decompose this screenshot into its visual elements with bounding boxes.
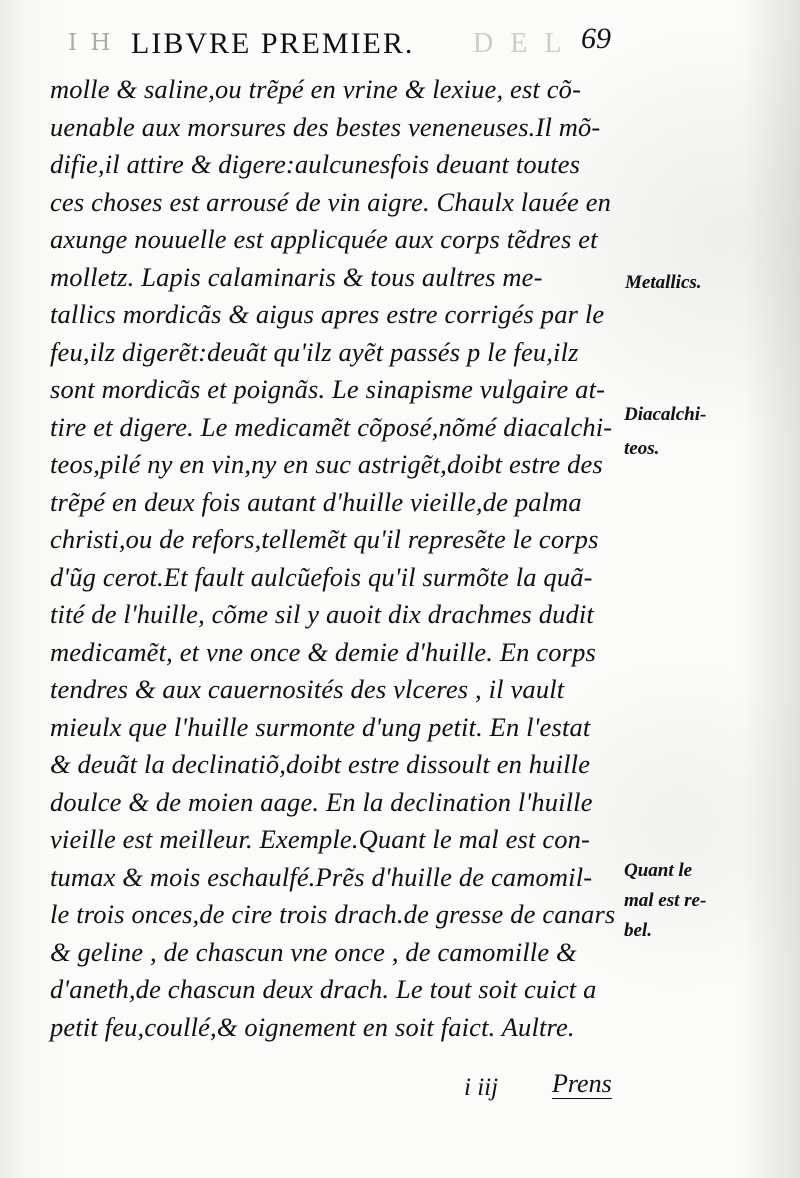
text-line: d'aneth,de chascun deux drach. Le tout soit cuict a [50, 974, 597, 1004]
signature-mark: i iij [464, 1074, 499, 1101]
text-line: le trois onces,de cire trois drach.de gresse de canars [50, 899, 616, 929]
main-text [50, 71, 625, 1046]
text-line: feu,ilz digerẽt:deuãt qu'ilz ayẽt passés p le feu,ilz [50, 336, 579, 367]
right-page-shadow [746, 0, 800, 1178]
text-line: sont mordicãs et poignãs. Le sinapisme vulgaire at- [50, 374, 606, 404]
text-line: axunge nouuelle est applicquée aux corps tẽdres et [50, 224, 598, 254]
text-line: doulce & de moien aage. En la declination l'huille [50, 786, 593, 817]
left-page-shadow [0, 0, 26, 1178]
text-line: trẽpé en deux fois autant d'huille vieille,de palma [50, 486, 582, 517]
page-title: LIBVRE PREMIER. [131, 27, 415, 60]
page-footer [464, 1070, 624, 1106]
header-ghost-left: I H [68, 30, 114, 56]
running-header [68, 20, 638, 62]
text-line: tendres & aux cauernosités des vlceres , il vault [50, 674, 565, 704]
text-line: d'ũg cerot.Et fault aulcũefois qu'il surmõte la quã- [50, 561, 593, 592]
text-line: difie,il attire & digere:aulcunesfois deuant toutes [50, 149, 581, 179]
margin-note-diacalchiteos-line-2: teos. [624, 438, 660, 459]
text-line: medicamẽt, et vne once & demie d'huille. En corps [50, 636, 597, 667]
page-number: 69 [581, 22, 611, 55]
catchword: Prens [552, 1069, 612, 1098]
text-line: tallics mordicãs & aigus apres estre corrigés par le [50, 299, 605, 329]
text-line: & geline , de chascun vne once , de camomille & [50, 936, 577, 967]
margin-note-quant-line-1: Quant le [624, 860, 693, 881]
text-line: molletz. Lapis calaminaris & tous aultres me- [50, 261, 543, 292]
text-line: tité de l'huille, cõme sil y auoit dix drachmes dudit [50, 599, 594, 629]
text-line: petit feu,coullé,& oignement en soit faict. Aultre. [50, 1011, 575, 1042]
margin-note-diacalchiteos-line-1: Diacalchi- [624, 404, 707, 425]
text-line: uenable aux morsures des bestes veneneuses.Il mõ- [50, 111, 601, 142]
margin-note-metallics: Metallics. [625, 272, 702, 293]
margin-note-quant-line-2: mal est re- [624, 890, 707, 911]
header-ghost-right: D E L [473, 28, 567, 59]
text-line: teos,pilé ny en vin,ny en suc astrigẽt,doibt estre des [50, 449, 603, 479]
text-line: molle & saline,ou trẽpé en vrine & lexiue, est cõ- [50, 74, 582, 104]
text-line: ces choses est arrousé de vin aigre. Chaulx lauée en [50, 186, 612, 217]
text-line: christi,ou de refors,tellemẽt qu'il represẽte le corps [50, 524, 599, 554]
text-line: tumax & mois eschaulfé.Prẽs d'huille de camomil- [50, 861, 593, 892]
text-line: tire et digere. Le medicamẽt cõposé,nõmé diacalchi- [50, 411, 613, 442]
text-line: mieulx que l'huille surmonte d'ung petit. En l'estat [50, 711, 591, 742]
margin-note-quant-line-3: bel. [624, 920, 652, 941]
text-line: & deuãt la declinatiõ,doibt estre dissoult en huille [50, 749, 591, 779]
text-line: vieille est meilleur. Exemple.Quant le mal est con- [50, 824, 591, 854]
